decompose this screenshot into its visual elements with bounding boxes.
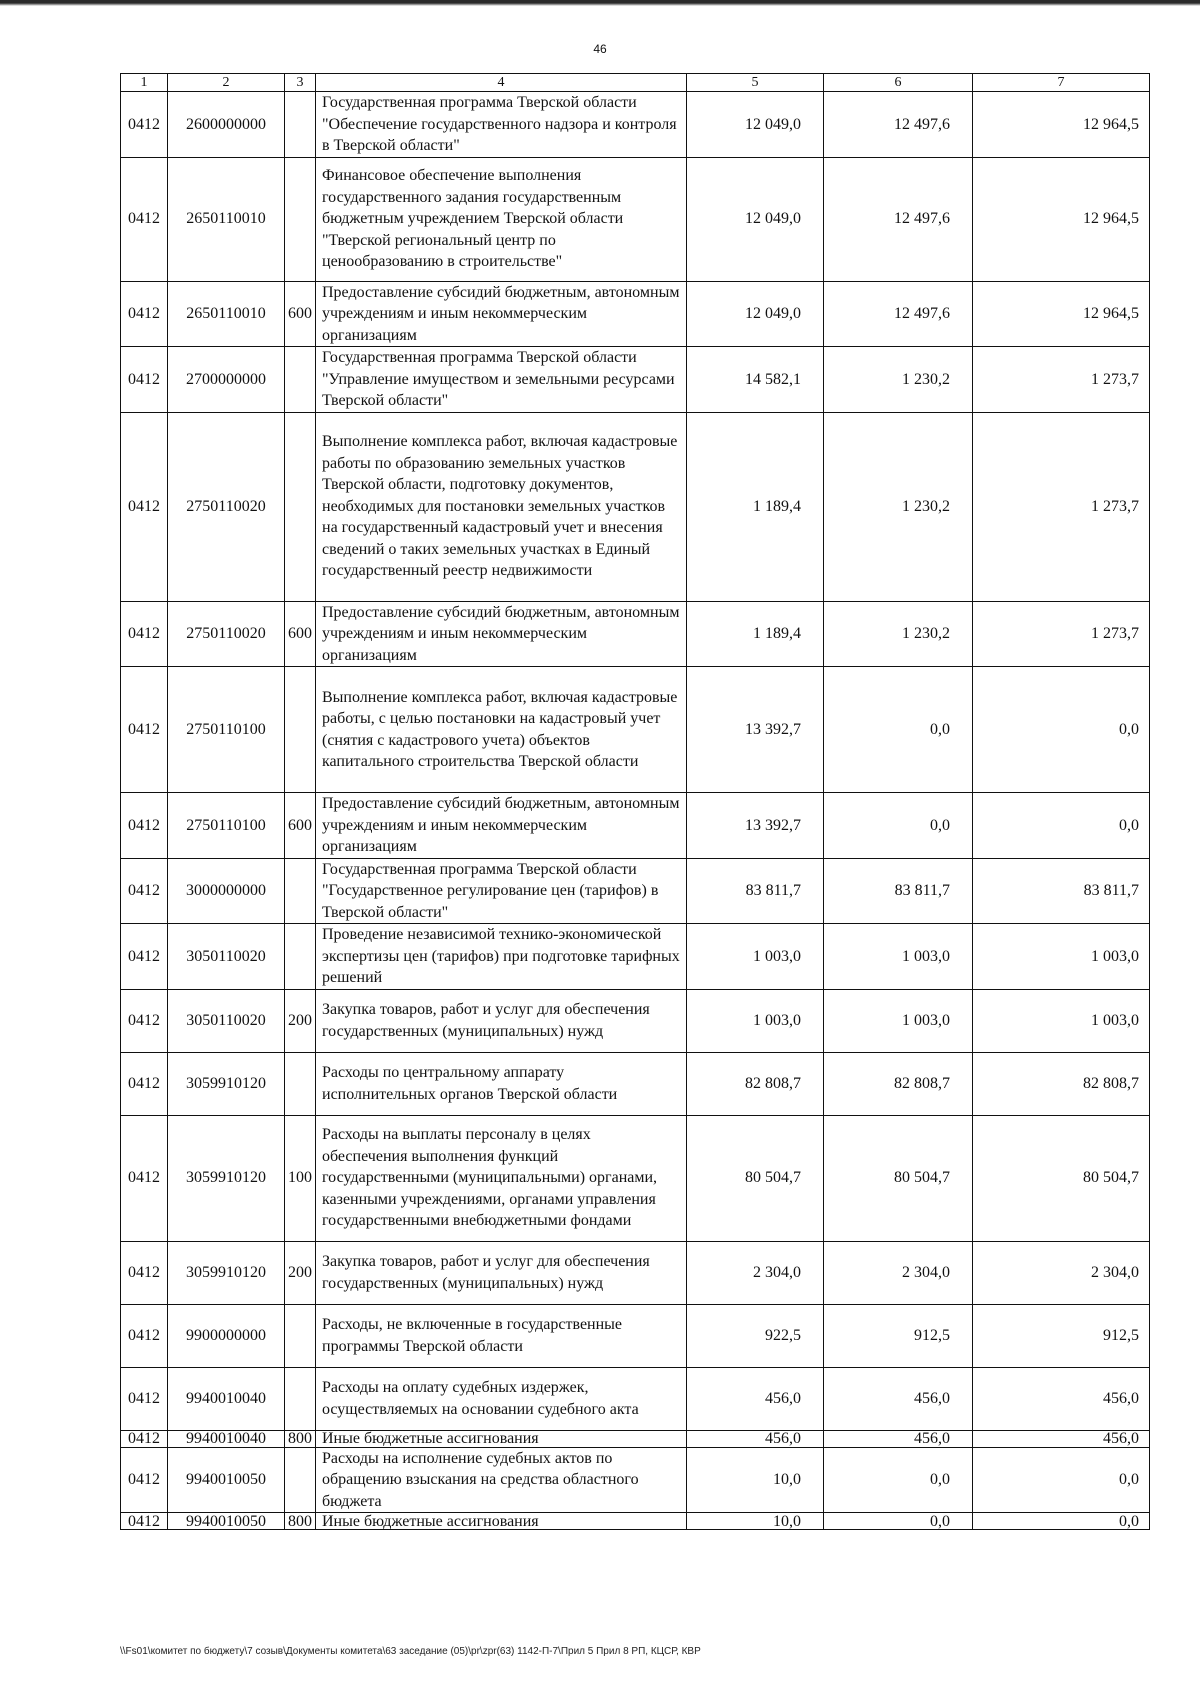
amount-col-5-cell: 14 582,1 [687,347,824,413]
expense-type-code-cell [285,1304,316,1367]
target-article-code-cell: 2750110020 [168,412,285,601]
target-article-code-cell: 3059910120 [168,1052,285,1115]
target-article-code-cell: 3059910120 [168,1241,285,1304]
column-header: 3 [285,74,316,92]
amount-col-6-cell: 0,0 [824,1447,973,1513]
amount-col-5-cell: 12 049,0 [687,281,824,347]
amount-col-5-cell: 13 392,7 [687,667,824,793]
header-row [121,74,1150,92]
budget-table [120,73,1150,1530]
table-row [121,989,1150,1052]
expense-type-code-cell: 100 [285,1115,316,1241]
amount-col-5-cell: 2 304,0 [687,1241,824,1304]
target-article-code-cell: 9900000000 [168,1304,285,1367]
description-cell: Выполнение комплекса работ, включая кадастровые работы по образованию земельных участков Тверской области, подготовку документов, необходимых для постановки земельных участков на государственный кадастровый учет и внесения сведений о таких земельных участках в Единый государственный реестр недвижимости [316,412,687,601]
table-row [121,1430,1150,1447]
description-cell: Финансовое обеспечение выполнения государственного задания государственным бюджетным учреждением Тверской области "Тверской региональный центр по ценообразованию в строительстве" [316,157,687,281]
table-row [121,601,1150,667]
section-code-cell: 0412 [121,1052,168,1115]
amount-col-6-cell: 1 003,0 [824,989,973,1052]
amount-col-5-cell: 13 392,7 [687,793,824,859]
description-cell: Выполнение комплекса работ, включая кадастровые работы, с целью постановки на кадастровый учет (снятия с кадастрового учета) объектов капитального строительства Тверской области [316,667,687,793]
expense-type-code-cell [285,347,316,413]
expense-type-code-cell: 800 [285,1513,316,1530]
description-cell: Закупка товаров, работ и услуг для обеспечения государственных (муниципальных) нужд [316,989,687,1052]
scan-edge [0,0,1200,6]
amount-col-5-cell: 82 808,7 [687,1052,824,1115]
amount-col-6-cell: 83 811,7 [824,858,973,924]
amount-col-7-cell: 456,0 [973,1430,1150,1447]
target-article-code-cell: 2650110010 [168,281,285,347]
amount-col-5-cell: 456,0 [687,1430,824,1447]
target-article-code-cell: 2650110010 [168,157,285,281]
amount-col-6-cell: 1 230,2 [824,347,973,413]
description-cell: Проведение независимой технико-экономической экспертизы цен (тарифов) при подготовке тарифных решений [316,924,687,990]
amount-col-7-cell: 1 003,0 [973,924,1150,990]
target-article-code-cell: 2750110100 [168,667,285,793]
amount-col-7-cell: 0,0 [973,1447,1150,1513]
amount-col-7-cell: 1 273,7 [973,601,1150,667]
amount-col-7-cell: 12 964,5 [973,281,1150,347]
description-cell: Расходы на выплаты персоналу в целях обеспечения выполнения функций государственными (муниципальными) органами, казенными учреждениями, органами управления государственными внебюджетными фондами [316,1115,687,1241]
section-code-cell: 0412 [121,1241,168,1304]
file-path-footer: \\Fs01\комитет по бюджету\7 созыв\Документы комитета\63 заседание (05)\pr\zpr(63) 1142-П-7\Прил 5 Прил 8 РП, КЦСР, КВР [120,1646,701,1657]
target-article-code-cell: 3000000000 [168,858,285,924]
target-article-code-cell: 2700000000 [168,347,285,413]
expense-type-code-cell: 600 [285,793,316,859]
description-cell: Предоставление субсидий бюджетным, автономным учреждениям и иным некоммерческим организациям [316,281,687,347]
table-row [121,1115,1150,1241]
amount-col-7-cell: 1 273,7 [973,347,1150,413]
table-row [121,157,1150,281]
amount-col-5-cell: 10,0 [687,1447,824,1513]
section-code-cell: 0412 [121,157,168,281]
amount-col-6-cell: 1 003,0 [824,924,973,990]
section-code-cell: 0412 [121,1115,168,1241]
table-row [121,92,1150,158]
table-body [121,92,1150,1530]
amount-col-7-cell: 12 964,5 [973,157,1150,281]
expense-type-code-cell [285,157,316,281]
expense-type-code-cell: 600 [285,281,316,347]
table-row [121,1367,1150,1430]
table-row [121,281,1150,347]
amount-col-7-cell: 12 964,5 [973,92,1150,158]
amount-col-5-cell: 1 189,4 [687,601,824,667]
amount-col-6-cell: 1 230,2 [824,601,973,667]
section-code-cell: 0412 [121,281,168,347]
target-article-code-cell: 3050110020 [168,989,285,1052]
section-code-cell: 0412 [121,92,168,158]
column-header: 6 [824,74,973,92]
description-cell: Государственная программа Тверской области "Обеспечение государственного надзора и контроля в Тверской области" [316,92,687,158]
section-code-cell: 0412 [121,1304,168,1367]
column-header: 4 [316,74,687,92]
amount-col-7-cell: 2 304,0 [973,1241,1150,1304]
section-code-cell: 0412 [121,1367,168,1430]
description-cell: Расходы, не включенные в государственные программы Тверской области [316,1304,687,1367]
table-row [121,412,1150,601]
amount-col-5-cell: 1 189,4 [687,412,824,601]
expense-type-code-cell [285,1367,316,1430]
table-row [121,1513,1150,1530]
description-cell: Иные бюджетные ассигнования [316,1430,687,1447]
section-code-cell: 0412 [121,1430,168,1447]
table-row [121,667,1150,793]
section-code-cell: 0412 [121,1513,168,1530]
amount-col-6-cell: 0,0 [824,667,973,793]
column-header: 2 [168,74,285,92]
target-article-code-cell: 2750110100 [168,793,285,859]
description-cell: Государственная программа Тверской области "Государственное регулирование цен (тарифов) в Тверской области" [316,858,687,924]
amount-col-6-cell: 0,0 [824,1513,973,1530]
section-code-cell: 0412 [121,601,168,667]
amount-col-6-cell: 2 304,0 [824,1241,973,1304]
table-row [121,347,1150,413]
amount-col-5-cell: 1 003,0 [687,924,824,990]
amount-col-7-cell: 1 273,7 [973,412,1150,601]
section-code-cell: 0412 [121,989,168,1052]
amount-col-7-cell: 82 808,7 [973,1052,1150,1115]
section-code-cell: 0412 [121,924,168,990]
amount-col-6-cell: 12 497,6 [824,281,973,347]
section-code-cell: 0412 [121,667,168,793]
target-article-code-cell: 9940010040 [168,1367,285,1430]
description-cell: Иные бюджетные ассигнования [316,1513,687,1530]
expense-type-code-cell [285,1447,316,1513]
expense-type-code-cell [285,1052,316,1115]
description-cell: Расходы по центральному аппарату исполнительных органов Тверской области [316,1052,687,1115]
expense-type-code-cell: 800 [285,1430,316,1447]
description-cell: Предоставление субсидий бюджетным, автономным учреждениям и иным некоммерческим организациям [316,793,687,859]
table-row [121,1304,1150,1367]
expense-type-code-cell [285,667,316,793]
amount-col-6-cell: 12 497,6 [824,92,973,158]
table-row [121,1241,1150,1304]
expense-type-code-cell: 200 [285,1241,316,1304]
amount-col-6-cell: 82 808,7 [824,1052,973,1115]
amount-col-6-cell: 456,0 [824,1430,973,1447]
section-code-cell: 0412 [121,347,168,413]
target-article-code-cell: 9940010050 [168,1447,285,1513]
amount-col-7-cell: 0,0 [973,1513,1150,1530]
amount-col-6-cell: 0,0 [824,793,973,859]
amount-col-5-cell: 83 811,7 [687,858,824,924]
amount-col-7-cell: 1 003,0 [973,989,1150,1052]
expense-type-code-cell [285,858,316,924]
table-row [121,793,1150,859]
description-cell: Закупка товаров, работ и услуг для обеспечения государственных (муниципальных) нужд [316,1241,687,1304]
description-cell: Предоставление субсидий бюджетным, автономным учреждениям и иным некоммерческим организациям [316,601,687,667]
amount-col-6-cell: 456,0 [824,1367,973,1430]
column-header: 5 [687,74,824,92]
amount-col-6-cell: 912,5 [824,1304,973,1367]
table-row [121,1447,1150,1513]
amount-col-7-cell: 80 504,7 [973,1115,1150,1241]
amount-col-7-cell: 456,0 [973,1367,1150,1430]
target-article-code-cell: 2750110020 [168,601,285,667]
target-article-code-cell: 2600000000 [168,92,285,158]
amount-col-5-cell: 922,5 [687,1304,824,1367]
amount-col-6-cell: 12 497,6 [824,157,973,281]
page-number: 46 [593,42,607,56]
expense-type-code-cell: 600 [285,601,316,667]
column-header: 1 [121,74,168,92]
table-row [121,858,1150,924]
amount-col-5-cell: 12 049,0 [687,157,824,281]
target-article-code-cell: 9940010040 [168,1430,285,1447]
target-article-code-cell: 9940010050 [168,1513,285,1530]
amount-col-6-cell: 80 504,7 [824,1115,973,1241]
amount-col-6-cell: 1 230,2 [824,412,973,601]
expense-type-code-cell: 200 [285,989,316,1052]
amount-col-5-cell: 12 049,0 [687,92,824,158]
amount-col-5-cell: 80 504,7 [687,1115,824,1241]
description-cell: Расходы на оплату судебных издержек, осуществляемых на основании судебного акта [316,1367,687,1430]
description-cell: Расходы на исполнение судебных актов по обращению взыскания на средства областного бюджета [316,1447,687,1513]
amount-col-7-cell: 83 811,7 [973,858,1150,924]
column-header: 7 [973,74,1150,92]
section-code-cell: 0412 [121,412,168,601]
expense-type-code-cell [285,92,316,158]
amount-col-7-cell: 912,5 [973,1304,1150,1367]
amount-col-5-cell: 1 003,0 [687,989,824,1052]
target-article-code-cell: 3050110020 [168,924,285,990]
section-code-cell: 0412 [121,1447,168,1513]
amount-col-7-cell: 0,0 [973,667,1150,793]
target-article-code-cell: 3059910120 [168,1115,285,1241]
amount-col-5-cell: 10,0 [687,1513,824,1530]
table-row [121,924,1150,990]
amount-col-5-cell: 456,0 [687,1367,824,1430]
table-row [121,1052,1150,1115]
description-cell: Государственная программа Тверской области "Управление имуществом и земельными ресурсами Тверской области" [316,347,687,413]
expense-type-code-cell [285,412,316,601]
section-code-cell: 0412 [121,793,168,859]
amount-col-7-cell: 0,0 [973,793,1150,859]
section-code-cell: 0412 [121,858,168,924]
expense-type-code-cell [285,924,316,990]
